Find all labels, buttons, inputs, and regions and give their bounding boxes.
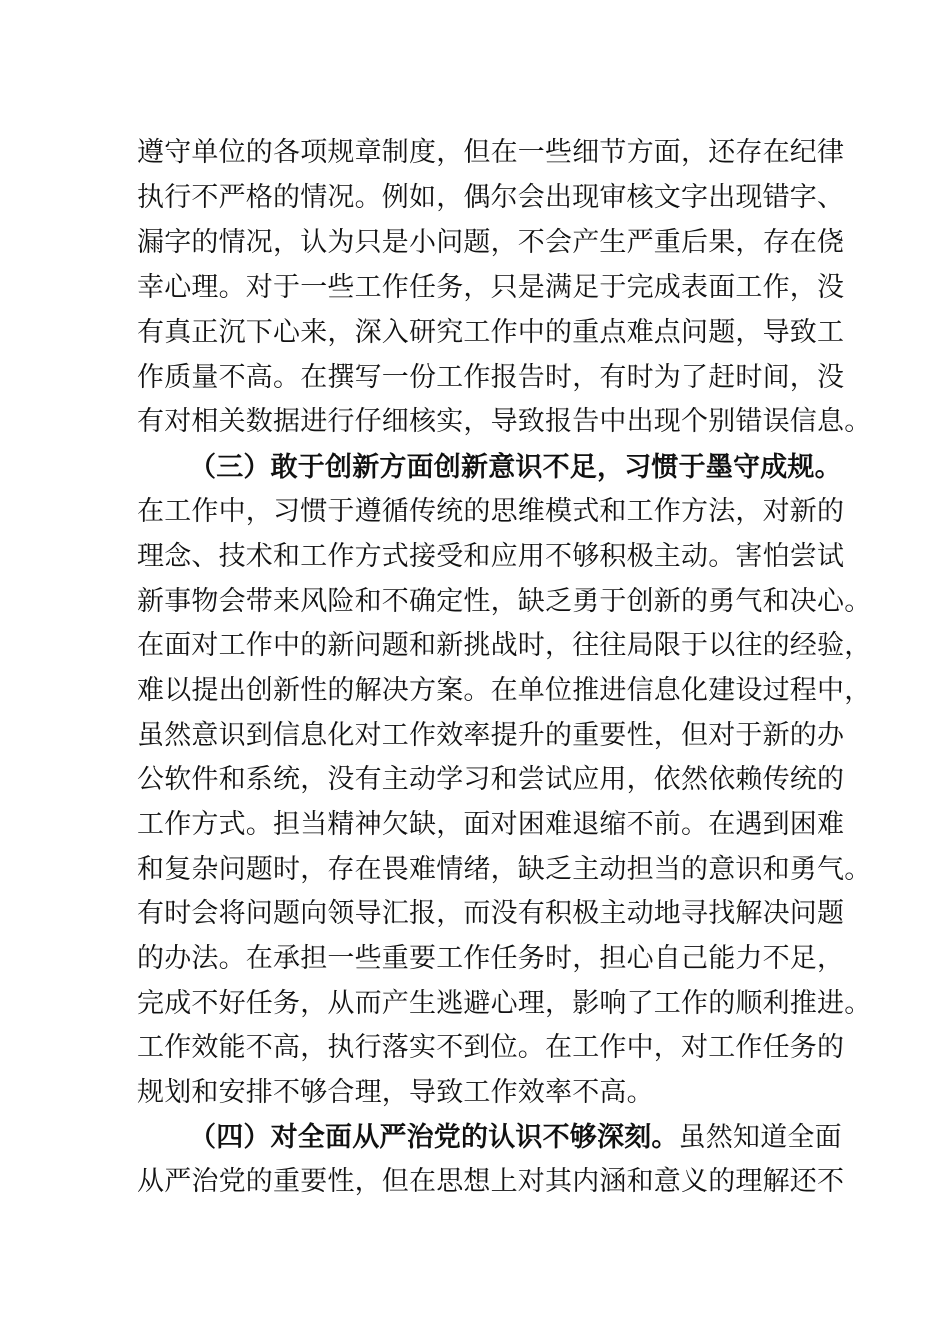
paragraph-line: 有真正沉下心来，深入研究工作中的重点难点问题，导致工 [137, 317, 845, 348]
paragraph-line: 漏字的情况，认为只是小问题，不会产生严重后果，存在侥 [137, 227, 845, 258]
paragraph-line: 的办法。在承担一些重要工作任务时，担心自己能力不足， [137, 943, 845, 974]
paragraph-line: 公软件和系统，没有主动学习和尝试应用，依然依赖传统的 [137, 764, 845, 795]
paragraph-line: 在工作中，习惯于遵循传统的思维模式和工作方法，对新的 [137, 496, 845, 527]
paragraph-line: 有对相关数据进行仔细核实，导致报告中出现个别错误信息。 [137, 406, 872, 437]
paragraph-line: 作质量不高。在撰写一份工作报告时，有时为了赶时间，没 [137, 362, 845, 393]
paragraph-line: 规划和安排不够合理，导致工作效率不高。 [137, 1077, 654, 1108]
paragraph-line: 难以提出创新性的解决方案。在单位推进信息化建设过程中， [137, 675, 872, 706]
paragraph-line: 理念、技术和工作方式接受和应用不够积极主动。害怕尝试 [137, 541, 845, 572]
paragraph-line: 遵守单位的各项规章制度，但在一些细节方面，还存在纪律 [137, 137, 845, 168]
paragraph-line: 执行不严格的情况。例如，偶尔会出现审核文字出现错字、 [137, 182, 845, 213]
section-heading-4: （四）对全面从严治党的认识不够深刻。 [189, 1122, 679, 1153]
paragraph-line: 有时会将问题向领导汇报，而没有积极主动地寻找解决问题 [137, 898, 845, 929]
paragraph-line: 完成不好任务，从而产生逃避心理，影响了工作的顺利推进。 [137, 988, 872, 1019]
paragraph-line: 新事物会带来风险和不确定性，缺乏勇于创新的勇气和决心。 [137, 586, 872, 617]
paragraph-line: 工作方式。担当精神欠缺，面对困难退缩不前。在遇到困难 [137, 809, 845, 840]
section-heading-3: （三）敢于创新方面创新意识不足，习惯于墨守成规。 [189, 452, 842, 483]
paragraph-line: 和复杂问题时，存在畏难情绪，缺乏主动担当的意识和勇气。 [137, 854, 872, 885]
paragraph-line: 虽然意识到信息化对工作效率提升的重要性，但对于新的办 [137, 720, 845, 751]
paragraph-line: 幸心理。对于一些工作任务，只是满足于完成表面工作，没 [137, 272, 845, 303]
paragraph-line: 在面对工作中的新问题和新挑战时，往往局限于以往的经验， [137, 630, 872, 661]
section-heading-4-tail: 虽然知道全面 [678, 1122, 842, 1153]
paragraph-line: 工作效能不高，执行落实不到位。在工作中，对工作任务的 [137, 1032, 845, 1063]
paragraph-line: 从严治党的重要性，但在思想上对其内涵和意义的理解还不 [137, 1166, 845, 1197]
section-heading-4-line [189, 1116, 889, 1160]
